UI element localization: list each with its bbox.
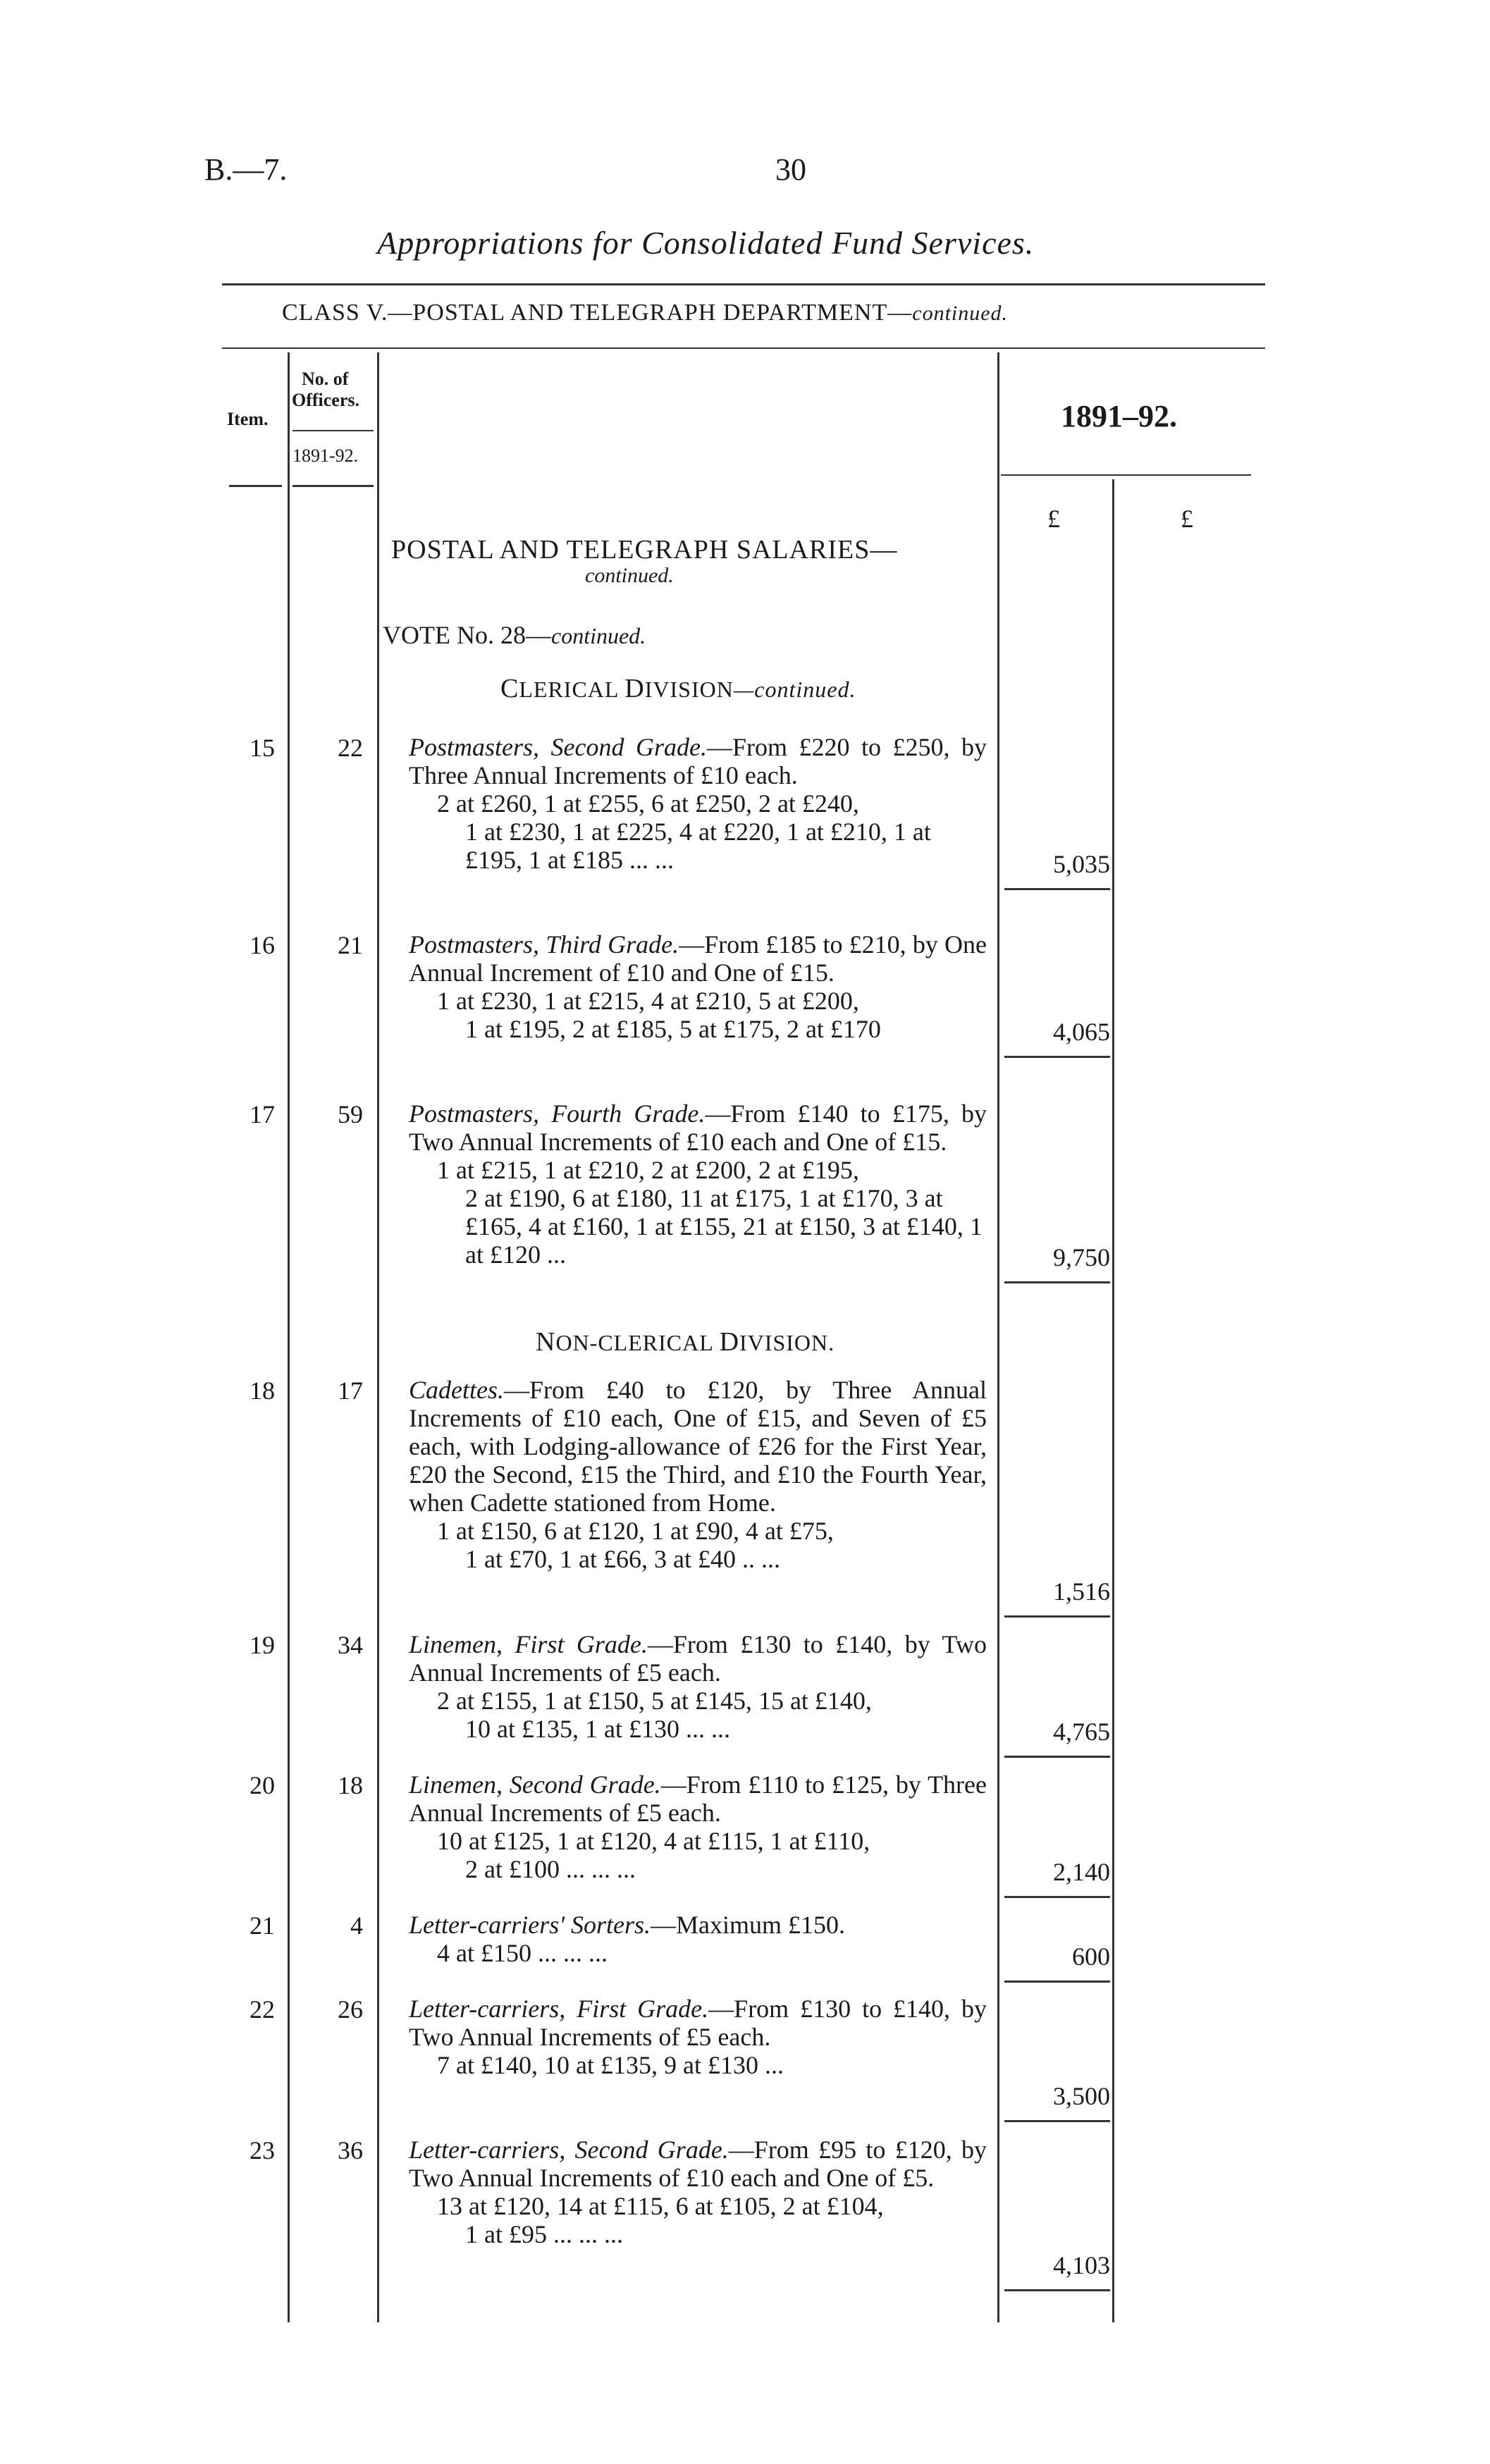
- item-number: 21: [250, 1911, 275, 1940]
- amount-underline: [1004, 1056, 1110, 1058]
- item-number: 17: [250, 1100, 275, 1128]
- clerical-rest-1: LERICAL: [519, 677, 625, 702]
- vote-continued: continued.: [550, 623, 646, 648]
- rule-officers: [293, 430, 374, 431]
- header-item: Item.: [227, 409, 269, 429]
- class-line-main: CLASS V.—POSTAL AND TELEGRAPH DEPARTMENT—: [282, 300, 913, 326]
- detail-first: 13 at £120, 14 at £115, 6 at £105, 2 at £104,: [437, 2192, 884, 2220]
- detail-rest: 10 at £135, 1 at £130 ... ...: [465, 1715, 730, 1743]
- grade-terms: —Maximum £150.: [650, 1911, 845, 1939]
- detail-first: 4 at £150 ... ... ...: [437, 1939, 608, 1967]
- detail-rest: 1 at £95 ... ... ...: [465, 2220, 623, 2248]
- item-number: 18: [250, 1376, 275, 1405]
- grade-title: Letter-carriers, Second Grade.: [409, 2136, 729, 2164]
- item-number: 19: [250, 1631, 275, 1659]
- row-description: [409, 1911, 987, 1967]
- officer-count: 18: [338, 1771, 363, 1799]
- amount: 9,750: [1053, 1243, 1110, 1271]
- amount-underline: [1004, 1615, 1110, 1618]
- amount-underline: [1004, 1756, 1110, 1758]
- grade-description: [409, 930, 987, 987]
- page-number: 30: [775, 152, 806, 187]
- grade-description: [409, 1630, 987, 1687]
- nonclerical-division: [536, 1326, 835, 1357]
- row-description: [409, 2136, 987, 2248]
- grade-title: Letter-carriers' Sorters.: [409, 1911, 651, 1939]
- grade-description: [409, 1376, 987, 1517]
- grade-title: Postmasters, Second Grade.: [409, 733, 707, 761]
- nonclerical-rest-2: IVISION.: [739, 1330, 835, 1355]
- officer-count: 34: [338, 1631, 363, 1659]
- grade-title: Linemen, First Grade.: [409, 1630, 648, 1658]
- rule-officers-2: [293, 485, 374, 487]
- grade-description: [409, 2136, 987, 2192]
- amount-underline: [1004, 2289, 1110, 2291]
- header-year: 1891–92.: [1061, 399, 1177, 433]
- row-description: [409, 930, 987, 1043]
- row-description: [409, 1099, 987, 1269]
- detail-first: 1 at £230, 1 at £215, 4 at £210, 5 at £200,: [437, 987, 859, 1015]
- grade-terms: —From £95 to £120, by Two Annual Increments of £10 each and One of £5.: [409, 2136, 987, 2192]
- row-description: [409, 1376, 987, 1573]
- grade-description: [409, 1099, 987, 1156]
- officer-count: 17: [338, 1376, 363, 1405]
- nonclerical-cap-2: D: [719, 1327, 740, 1357]
- amount: 4,765: [1053, 1718, 1110, 1746]
- row-description: [409, 1770, 987, 1883]
- detail-first: 10 at £125, 1 at £120, 4 at £115, 1 at £110,: [437, 1827, 870, 1855]
- grade-description: [409, 1995, 987, 2051]
- detail-first: 2 at £155, 1 at £150, 5 at £145, 15 at £140,: [437, 1687, 872, 1715]
- amount-underline: [1004, 2120, 1110, 2122]
- class-line-continued: continued.: [912, 302, 1009, 325]
- amount: 5,035: [1053, 850, 1110, 878]
- grade-title: Linemen, Second Grade.: [409, 1770, 661, 1799]
- detail-first: 1 at £215, 1 at £210, 2 at £200, 2 at £195,: [437, 1156, 859, 1184]
- grade-terms: —From £110 to £125, by Three Annual Increments of £5 each.: [409, 1770, 987, 1827]
- item-number: 15: [250, 734, 275, 762]
- clerical-cap-2: D: [624, 674, 645, 703]
- grade-terms: —From £220 to £250, by Three Annual Increments of £10 each.: [409, 733, 987, 789]
- nonclerical-cap-1: N: [536, 1327, 556, 1357]
- row-description: [409, 1995, 987, 2079]
- rule-item: [229, 485, 282, 487]
- item-number: 23: [250, 2136, 275, 2164]
- col-divider-text: [997, 352, 999, 2322]
- officer-count: 26: [338, 1995, 363, 2023]
- detail-rest: 1 at £70, 1 at £66, 3 at £40 .. ...: [465, 1545, 780, 1573]
- header-officers-1: No. of: [302, 369, 349, 389]
- amount-underline: [1004, 888, 1110, 890]
- header-officers-year: 1891-92.: [293, 445, 359, 466]
- amount: 2,140: [1053, 1858, 1110, 1886]
- grade-description: [409, 733, 987, 789]
- grade-description: [409, 1770, 987, 1827]
- detail-rest: 2 at £100 ... ... ...: [465, 1855, 636, 1883]
- rule-top: [222, 283, 1265, 285]
- grade-title: Letter-carriers, First Grade.: [409, 1995, 709, 2023]
- row-description: [409, 1630, 987, 1743]
- officer-count: 4: [350, 1911, 363, 1940]
- item-number: 16: [250, 931, 275, 959]
- detail-first: 7 at £140, 10 at £135, 9 at £130 ...: [437, 2051, 784, 2079]
- amount: 600: [1072, 1942, 1110, 1971]
- grade-description: [409, 1911, 987, 1939]
- vote-main: VOTE No. 28—: [383, 621, 551, 649]
- amount-underline: [1004, 1896, 1110, 1898]
- header-officers-2: Officers.: [292, 390, 360, 410]
- officer-count: 22: [338, 734, 363, 762]
- item-number: 20: [250, 1771, 275, 1799]
- rule-year: [1001, 474, 1251, 476]
- amount: 3,500: [1053, 2082, 1110, 2110]
- clerical-rest-2: IVISION: [644, 677, 734, 702]
- detail-rest: 2 at £190, 6 at £180, 11 at £175, 1 at £170, 3 at £165, 4 at £160, 1 at £155, 21 at £150, 3 at £140, 1 at £120 ...: [465, 1184, 983, 1269]
- col-divider-amount: [1112, 479, 1114, 2322]
- page-title: Appropriations for Consolidated Fund Services.: [377, 225, 1035, 261]
- clerical-cap-1: C: [500, 674, 519, 703]
- class-line: [282, 300, 1008, 326]
- pound-sign-2: £: [1181, 505, 1193, 533]
- nonclerical-rest-1: ON-CLERICAL: [555, 1330, 720, 1355]
- grade-terms: —From £140 to £175, by Two Annual Increments of £10 each and One of £15.: [409, 1099, 987, 1156]
- grade-terms: —From £185 to £210, by One Annual Increment of £10 and One of £15.: [409, 930, 987, 987]
- vote-line: [383, 620, 646, 650]
- detail-rest: 1 at £195, 2 at £185, 5 at £175, 2 at £170: [465, 1015, 881, 1043]
- amount-underline: [1004, 1981, 1110, 1983]
- rule-class: [222, 347, 1265, 349]
- detail-first: 1 at £150, 6 at £120, 1 at £90, 4 at £75,: [437, 1517, 834, 1545]
- grade-title: Postmasters, Third Grade.: [409, 930, 679, 959]
- grade-title: Cadettes.: [409, 1376, 504, 1404]
- col-divider-item: [288, 352, 290, 2322]
- row-description: [409, 733, 987, 874]
- detail-rest: 1 at £230, 1 at £225, 4 at £220, 1 at £210, 1 at £195, 1 at £185 ... ...: [465, 818, 931, 874]
- section-heading-continued: continued.: [585, 564, 674, 587]
- grade-terms: —From £130 to £140, by Two Annual Increments of £5 each.: [409, 1630, 987, 1687]
- grade-terms: —From £40 to £120, by Three Annual Increments of £10 each, One of £15, and Seven of £5 each, with Lodging-allowance of £26 for the First Year, £20 the Second, £15 the Third, and £10 the Fourth Year, when Cadette stationed from Home.: [409, 1376, 987, 1517]
- item-number: 22: [250, 1995, 275, 2023]
- clerical-division: [500, 673, 856, 704]
- amount: 4,065: [1053, 1018, 1110, 1046]
- officer-count: 36: [338, 2136, 363, 2164]
- document-ref: B.—7.: [204, 152, 288, 187]
- amount: 1,516: [1053, 1577, 1110, 1606]
- amount-underline: [1004, 1281, 1110, 1283]
- officer-count: 21: [338, 931, 363, 959]
- grade-title: Postmasters, Fourth Grade.: [409, 1099, 706, 1128]
- amount: 4,103: [1053, 2251, 1110, 2279]
- grade-terms: —From £130 to £140, by Two Annual Increments of £5 each.: [409, 1995, 987, 2051]
- col-divider-officers: [377, 352, 379, 2322]
- clerical-continued: —continued.: [733, 677, 856, 702]
- officer-count: 59: [338, 1100, 363, 1128]
- detail-first: 2 at £260, 1 at £255, 6 at £250, 2 at £240,: [437, 789, 859, 818]
- section-heading: POSTAL AND TELEGRAPH SALARIES—: [391, 535, 898, 565]
- pound-sign-1: £: [1047, 505, 1060, 533]
